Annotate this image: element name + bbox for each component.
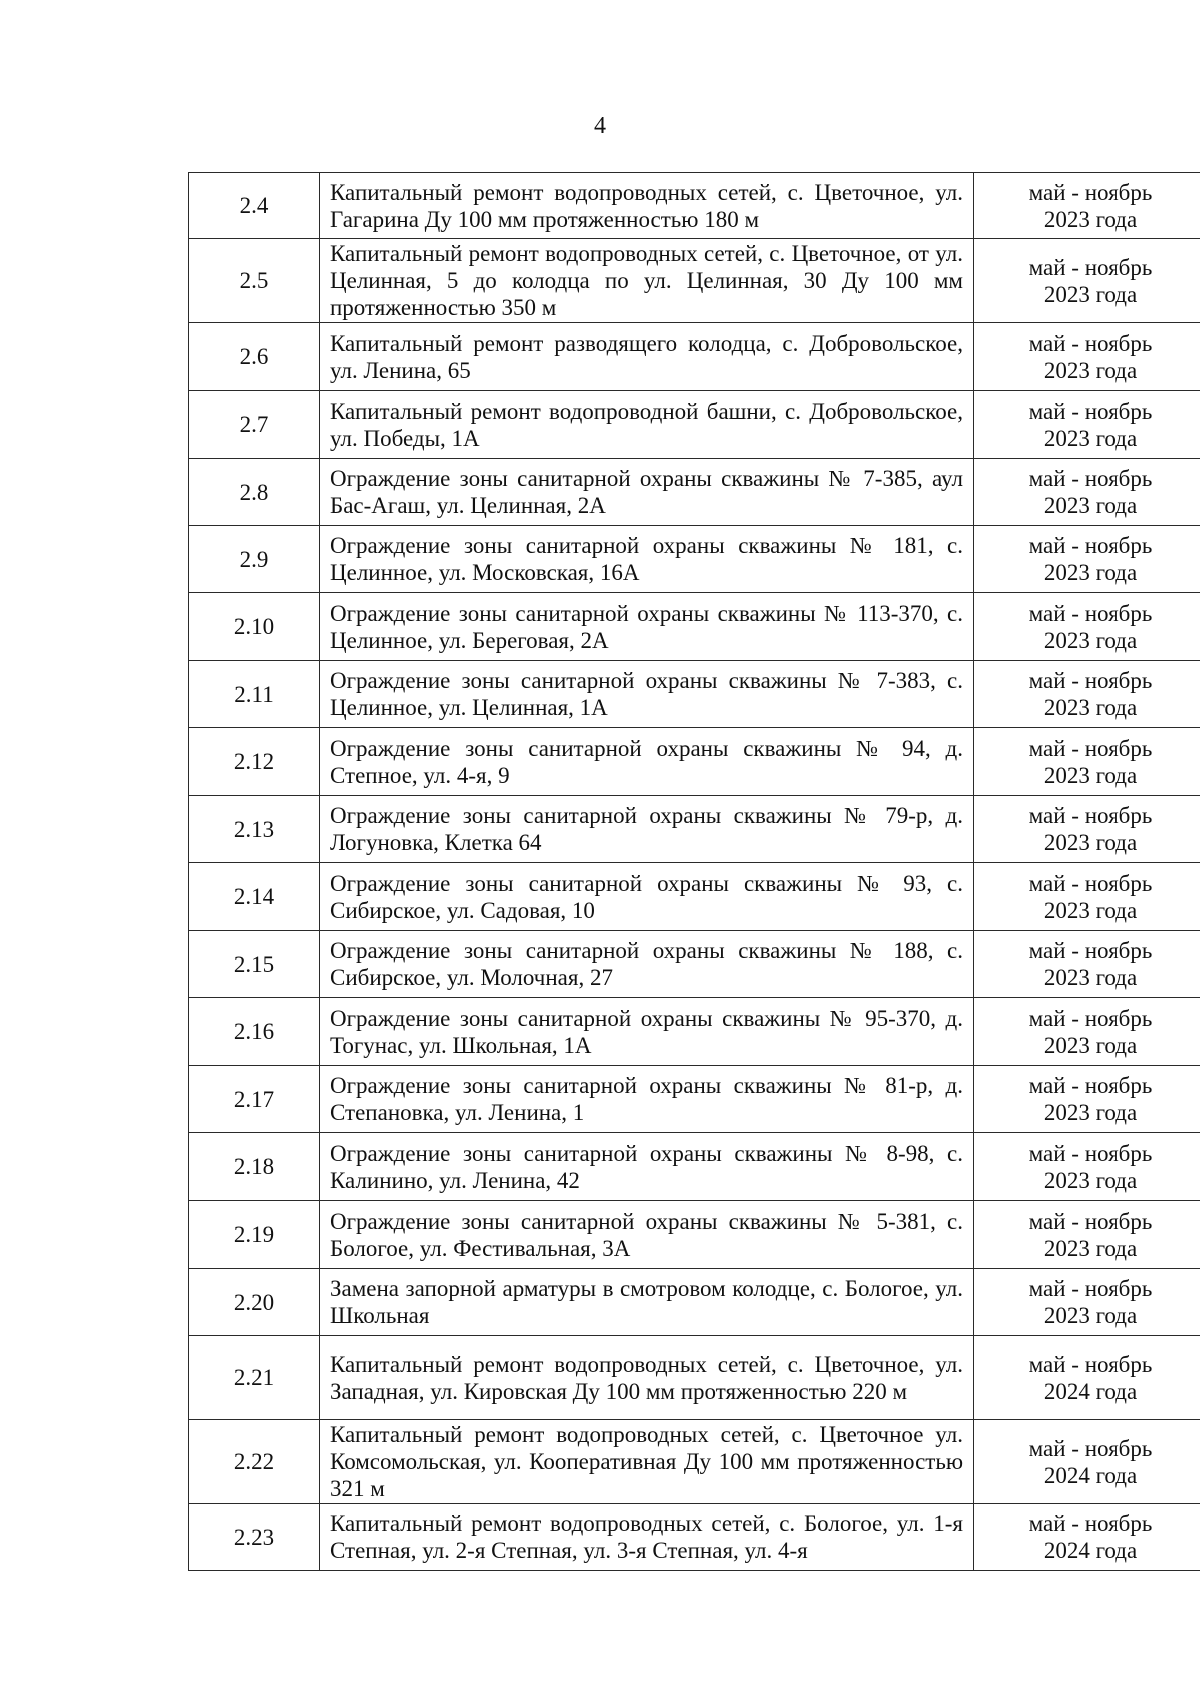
term-months: май - ноябрь (1028, 938, 1153, 963)
table-row (189, 863, 1200, 931)
table-row (189, 1269, 1200, 1336)
term-months: май - ноябрь (1028, 254, 1153, 280)
term-year: 2023 года (1043, 762, 1138, 788)
item-term (974, 323, 1200, 391)
term-year: 2023 года (1043, 281, 1138, 307)
term-year: 2023 года (1043, 206, 1138, 232)
item-term (974, 1336, 1200, 1420)
item-number: 2.23 (189, 1504, 320, 1571)
item-term (974, 1420, 1200, 1504)
item-term (974, 173, 1200, 239)
term-year: 2023 года (1043, 425, 1138, 451)
table-row (189, 1133, 1200, 1201)
item-number: 2.17 (189, 1066, 320, 1133)
term-months: май - ноябрь (1028, 1435, 1153, 1461)
item-description: Капитальный ремонт водопроводных сетей, с. Цветочное, ул. Западная, ул. Кировская Ду 100 мм протяженностью 220 м (320, 1336, 974, 1420)
item-term (974, 661, 1200, 728)
item-description: Ограждение зоны санитарной охраны скважины № 181, с. Целинное, ул. Московская, 16А (320, 526, 974, 593)
item-description: Ограждение зоны санитарной охраны скважины № 81-р, д. Степановка, ул. Ленина, 1 (320, 1066, 974, 1133)
item-term (974, 1504, 1200, 1571)
term-year: 2023 года (1043, 897, 1138, 923)
table-row (189, 526, 1200, 593)
term-months: май - ноябрь (1028, 398, 1153, 424)
item-description: Капитальный ремонт водопроводных сетей, с. Цветочное ул. Комсомольская, ул. Кооперативная Ду 100 мм протяженностью 321 м (320, 1420, 974, 1504)
item-number: 2.9 (189, 526, 320, 593)
term-year: 2023 года (1043, 830, 1138, 855)
table-row (189, 1420, 1200, 1504)
term-year: 2023 года (1043, 357, 1138, 383)
table-row (189, 998, 1200, 1066)
item-number: 2.14 (189, 863, 320, 931)
term-months: май - ноябрь (1028, 533, 1153, 558)
term-months: май - ноябрь (1028, 179, 1153, 205)
term-months: май - ноябрь (1028, 600, 1153, 626)
term-months: май - ноябрь (1028, 330, 1153, 356)
item-number: 2.6 (189, 323, 320, 391)
works-table (188, 172, 1200, 1571)
table-row (189, 459, 1200, 526)
item-term (974, 998, 1200, 1066)
table-row (189, 173, 1200, 239)
term-months: май - ноябрь (1028, 1140, 1153, 1166)
item-description: Ограждение зоны санитарной охраны скважины № 7-383, с. Целинное, ул. Целинная, 1А (320, 661, 974, 728)
term-year: 2023 года (1043, 1100, 1138, 1125)
item-number: 2.13 (189, 796, 320, 863)
term-months: май - ноябрь (1028, 870, 1153, 896)
table-row (189, 1066, 1200, 1133)
item-description: Ограждение зоны санитарной охраны скважины № 8-98, с. Калинино, ул. Ленина, 42 (320, 1133, 974, 1201)
item-term (974, 239, 1200, 323)
item-description: Ограждение зоны санитарной охраны скважины № 5-381, с. Бологое, ул. Фестивальная, 3А (320, 1201, 974, 1269)
item-number: 2.19 (189, 1201, 320, 1269)
term-months: май - ноябрь (1028, 1073, 1153, 1098)
item-number: 2.22 (189, 1420, 320, 1504)
item-description: Капитальный ремонт водопроводных сетей, с. Цветочное, от ул. Целинная, 5 до колодца по ул. Целинная, 30 Ду 100 мм протяженностью 350 м (320, 239, 974, 323)
item-term (974, 1201, 1200, 1269)
term-months: май - ноябрь (1028, 1208, 1153, 1234)
item-description: Замена запорной арматуры в смотровом колодце, с. Бологое, ул. Школьная (320, 1269, 974, 1336)
table-row (189, 661, 1200, 728)
term-year: 2023 года (1043, 1303, 1138, 1328)
table-row (189, 391, 1200, 459)
table-row (189, 728, 1200, 796)
item-number: 2.7 (189, 391, 320, 459)
item-number: 2.8 (189, 459, 320, 526)
item-term (974, 1066, 1200, 1133)
table-row (189, 239, 1200, 323)
item-number: 2.20 (189, 1269, 320, 1336)
table-row (189, 323, 1200, 391)
term-year: 2023 года (1043, 493, 1138, 518)
term-months: май - ноябрь (1028, 1351, 1153, 1377)
item-term (974, 459, 1200, 526)
item-term (974, 391, 1200, 459)
item-description: Ограждение зоны санитарной охраны скважины № 7-385, аул Бас-Агаш, ул. Целинная, 2А (320, 459, 974, 526)
item-number: 2.5 (189, 239, 320, 323)
item-term (974, 863, 1200, 931)
page-number: 4 (594, 113, 606, 139)
item-term (974, 1133, 1200, 1201)
term-months: май - ноябрь (1028, 735, 1153, 761)
item-term (974, 728, 1200, 796)
term-year: 2024 года (1043, 1538, 1138, 1563)
term-year: 2023 года (1043, 1235, 1138, 1261)
item-number: 2.11 (189, 661, 320, 728)
item-number: 2.18 (189, 1133, 320, 1201)
term-year: 2023 года (1043, 1032, 1138, 1058)
item-number: 2.12 (189, 728, 320, 796)
item-description: Капитальный ремонт водопроводной башни, с. Добровольское, ул. Победы, 1А (320, 391, 974, 459)
table-row (189, 1504, 1200, 1571)
term-year: 2024 года (1043, 1378, 1138, 1404)
table-row (189, 593, 1200, 661)
item-description: Ограждение зоны санитарной охраны скважины № 188, с. Сибирское, ул. Молочная, 27 (320, 931, 974, 998)
item-description: Капитальный ремонт водопроводных сетей, с. Бологое, ул. 1-я Степная, ул. 2-я Степная, ул. 3-я Степная, ул. 4-я (320, 1504, 974, 1571)
term-months: май - ноябрь (1028, 466, 1153, 491)
term-months: май - ноябрь (1028, 668, 1153, 693)
term-year: 2023 года (1043, 1167, 1138, 1193)
term-year: 2023 года (1043, 695, 1138, 720)
item-description: Капитальный ремонт водопроводных сетей, с. Цветочное, ул. Гагарина Ду 100 мм протяженностью 180 м (320, 173, 974, 239)
item-number: 2.21 (189, 1336, 320, 1420)
term-months: май - ноябрь (1028, 803, 1153, 828)
item-description: Ограждение зоны санитарной охраны скважины № 113-370, с. Целинное, ул. Береговая, 2А (320, 593, 974, 661)
term-year: 2023 года (1043, 965, 1138, 990)
item-description: Капитальный ремонт разводящего колодца, с. Добровольское, ул. Ленина, 65 (320, 323, 974, 391)
table-row (189, 931, 1200, 998)
item-number: 2.4 (189, 173, 320, 239)
item-description: Ограждение зоны санитарной охраны скважины № 79-р, д. Логуновка, Клетка 64 (320, 796, 974, 863)
item-term (974, 1269, 1200, 1336)
item-description: Ограждение зоны санитарной охраны скважины № 95-370, д. Тогунас, ул. Школьная, 1А (320, 998, 974, 1066)
item-number: 2.15 (189, 931, 320, 998)
term-months: май - ноябрь (1028, 1005, 1153, 1031)
table-row (189, 796, 1200, 863)
item-term (974, 593, 1200, 661)
term-year: 2024 года (1043, 1462, 1138, 1488)
term-year: 2023 года (1043, 627, 1138, 653)
item-term (974, 796, 1200, 863)
works-table-body (189, 173, 1200, 1571)
item-description: Ограждение зоны санитарной охраны скважины № 93, с. Сибирское, ул. Садовая, 10 (320, 863, 974, 931)
item-number: 2.10 (189, 593, 320, 661)
item-term (974, 526, 1200, 593)
term-year: 2023 года (1043, 560, 1138, 585)
table-row (189, 1336, 1200, 1420)
table-row (189, 1201, 1200, 1269)
item-description: Ограждение зоны санитарной охраны скважины № 94, д. Степное, ул. 4-я, 9 (320, 728, 974, 796)
item-number: 2.16 (189, 998, 320, 1066)
term-months: май - ноябрь (1028, 1511, 1153, 1536)
term-months: май - ноябрь (1028, 1276, 1153, 1301)
item-term (974, 931, 1200, 998)
